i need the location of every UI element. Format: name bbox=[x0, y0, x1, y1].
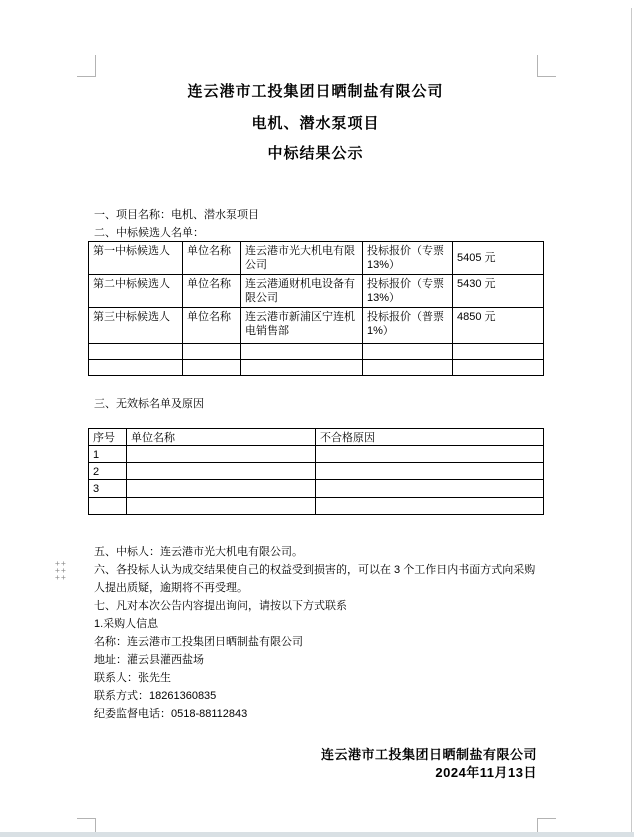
signature-date: 2024年11月13日 bbox=[435, 765, 537, 780]
table-cell bbox=[127, 498, 316, 515]
drag-handle-dot: + bbox=[55, 559, 60, 568]
table-row bbox=[89, 344, 544, 360]
table-cell: 第三中标候选人 bbox=[89, 308, 183, 344]
column-header: 单位名称 bbox=[127, 429, 316, 446]
table-cell bbox=[89, 498, 127, 515]
table-row bbox=[89, 308, 544, 344]
drag-handle-dot: + bbox=[55, 566, 60, 575]
table-cell: 投标报价（普票1%） bbox=[363, 308, 453, 344]
table-cell bbox=[241, 344, 363, 360]
candidates-table bbox=[88, 241, 544, 376]
table-cell bbox=[363, 344, 453, 360]
table-cell bbox=[183, 344, 241, 360]
signature-company: 连云港市工投集团日晒制盐有限公司 bbox=[320, 747, 537, 762]
crop-mark-top-right-icon bbox=[537, 55, 556, 77]
doc-title-project: 电机、潜水泵项目 bbox=[251, 115, 380, 132]
para-inquiry: 七、凡对本次公告内容提出询问，请按以下方式联系 bbox=[94, 600, 347, 612]
table-cell: 投标报价（专票13%） bbox=[363, 275, 453, 308]
table-cell bbox=[316, 498, 544, 515]
table-cell: 5405 元 bbox=[453, 242, 544, 275]
page-right-edge-line bbox=[631, 8, 632, 832]
invalid-bids-table bbox=[88, 428, 544, 515]
para-objection: 六、各投标人认为成交结果使自己的权益受到损害的，可以在 3 个工作日内书面方式向采购人提出质疑，逾期将不再受理。 bbox=[94, 564, 536, 594]
para-invalid-heading: 三、无效标名单及原因 bbox=[94, 398, 204, 410]
table-row bbox=[89, 446, 544, 463]
table-row bbox=[89, 275, 544, 308]
table-cell: 单位名称 bbox=[183, 242, 241, 275]
para-winner: 五、中标人：连云港市光大机电有限公司。 bbox=[94, 546, 303, 558]
table-cell: 第二中标候选人 bbox=[89, 275, 183, 308]
buyer-contact-line: 联系人：张先生 bbox=[94, 672, 171, 684]
para-buyer-info: 1.采购人信息 bbox=[94, 618, 159, 630]
table-cell: 2 bbox=[89, 463, 127, 480]
table-cell bbox=[89, 344, 183, 360]
table-row bbox=[89, 480, 544, 498]
doc-title-notice: 中标结果公示 bbox=[267, 145, 364, 162]
signature-block bbox=[94, 746, 537, 782]
table-cell bbox=[127, 480, 316, 498]
table-cell bbox=[316, 446, 544, 463]
column-header: 不合格原因 bbox=[316, 429, 544, 446]
table-cell bbox=[363, 360, 453, 376]
drag-handle-dot: + bbox=[61, 566, 66, 575]
drag-handle-dot: + bbox=[61, 573, 66, 582]
table-row bbox=[89, 498, 544, 515]
table-cell bbox=[316, 480, 544, 498]
doc-title-company: 连云港市工投集团日晒制盐有限公司 bbox=[187, 83, 444, 100]
table-cell: 连云港市新浦区宁连机电销售部 bbox=[241, 308, 363, 344]
table-cell: 连云港通财机电设备有限公司 bbox=[241, 275, 363, 308]
drag-handle-icon[interactable] bbox=[55, 560, 67, 581]
para-project-name: 一、项目名称：电机、潜水泵项目 bbox=[94, 209, 259, 221]
table-cell: 单位名称 bbox=[183, 308, 241, 344]
page-bottom-gap bbox=[0, 832, 634, 837]
table-cell bbox=[241, 360, 363, 376]
table-cell: 连云港市光大机电有限公司 bbox=[241, 242, 363, 275]
buyer-address-line: 地址：灌云县灌西盐场 bbox=[94, 654, 204, 666]
table-row bbox=[89, 242, 544, 275]
drag-handle-dot: + bbox=[55, 573, 60, 582]
closing-text-block bbox=[94, 543, 542, 723]
table-cell bbox=[183, 360, 241, 376]
table-row bbox=[89, 360, 544, 376]
table-cell bbox=[453, 360, 544, 376]
table-cell: 单位名称 bbox=[183, 275, 241, 308]
para-candidates-heading: 二、中标候选人名单： bbox=[94, 227, 204, 239]
table-cell: 第一中标候选人 bbox=[89, 242, 183, 275]
table-cell bbox=[316, 463, 544, 480]
buyer-name-line: 名称：连云港市工投集团日晒制盐有限公司 bbox=[94, 636, 303, 648]
column-header: 序号 bbox=[89, 429, 127, 446]
table-cell bbox=[127, 463, 316, 480]
crop-mark-top-left-icon bbox=[77, 55, 96, 77]
table-cell: 投标报价（专票13%） bbox=[363, 242, 453, 275]
table-cell bbox=[453, 344, 544, 360]
table-cell bbox=[89, 360, 183, 376]
table-cell: 4850 元 bbox=[453, 308, 544, 344]
drag-handle-dot: + bbox=[61, 559, 66, 568]
table-row bbox=[89, 463, 544, 480]
table-cell: 5430 元 bbox=[453, 275, 544, 308]
table-cell: 1 bbox=[89, 446, 127, 463]
discipline-phone-line: 纪委监督电话：0518-88112843 bbox=[94, 708, 248, 720]
buyer-phone-line: 联系方式：18261360835 bbox=[94, 690, 217, 702]
table-cell bbox=[127, 446, 316, 463]
table-header-row bbox=[89, 429, 544, 446]
table-cell: 3 bbox=[89, 480, 127, 498]
